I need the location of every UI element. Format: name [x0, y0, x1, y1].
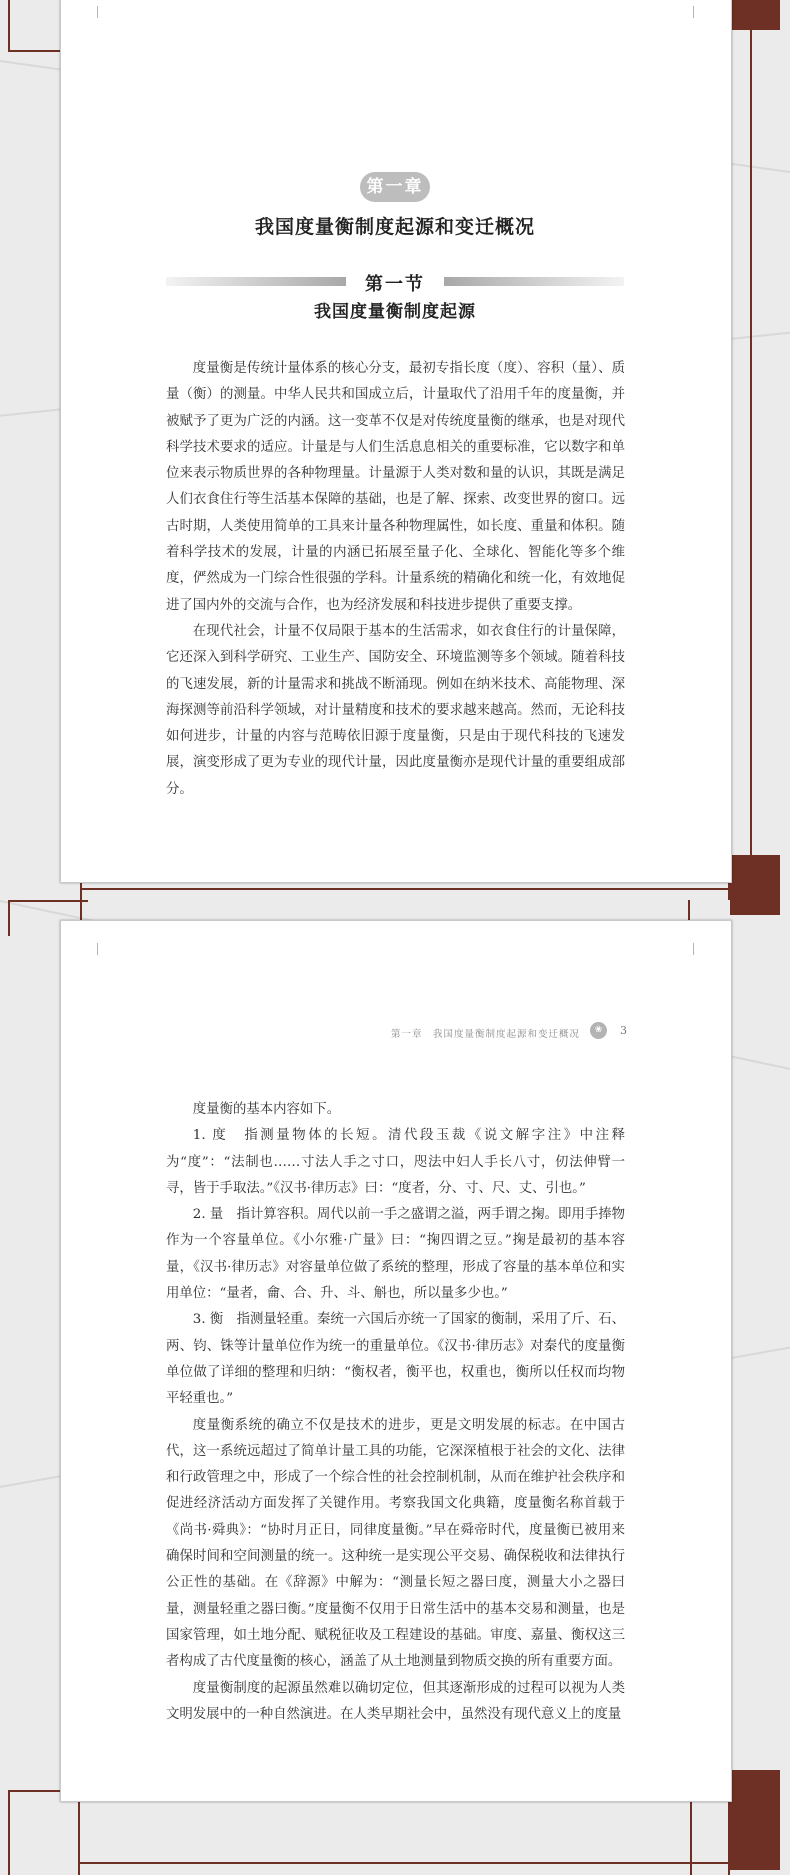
chapter-title: 我国度量衡制度起源和变迁概况: [254, 216, 535, 238]
crop-mark: [693, 943, 694, 955]
list-item: 2. 量 指计算容积。周代以前一手之盛谓之溢，两手谓之掬。即用手捧物作为一个容量单位。《小尔雅·广量》曰：“掬四谓之豆。”掬是最初的基本容量，《汉书·律历志》对容量单位做了系统的整理，形成了容量的基本单位和实用单位：“量者，龠、合、升、斗、斛也，所以量多少也。”: [166, 1207, 625, 1302]
list-item: 3. 衡 指测量轻重。秦统一六国后亦统一了国家的衡制，采用了斤、石、两、钧、铢等计量单位作为统一的重量单位。《汉书·律历志》对秦代的度量衡单位做了详细的整理和归纳：“衡权者，衡平也，权重也，衡所以任权而均物平轻重也。”: [166, 1312, 625, 1407]
running-header: 第一章 我国度量衡制度起源和变迁概况: [390, 1029, 580, 1040]
frame-corner-block: [730, 0, 780, 30]
frame-line: [750, 0, 752, 900]
paragraph: 在现代社会，计量不仅局限于基本的生活需求，如衣食住行的计量保障，它还深入到科学研究、工业生产、国防安全、环境监测等多个领域。随着科技的飞速发展，新的计量需求和挑战不断涌现。例如在纳米技术、高能物理、深海探测等前沿科学领域，对计量精度和技术的要求越来越高。然而，无论科技如何进步，计量的内容与范畴依旧源于度量衡，只是由于现代科技的飞速发展，演变形成了更为专业的现代计量，因此度量衡亦是现代计量的重要组成部分。: [166, 623, 625, 797]
frame-line: [80, 888, 752, 890]
page-body: [166, 1097, 625, 1728]
list-item: 1. 度 指测量物体的长短。清代段玉裁《说文解字注》中注释为“度”：“法制也……寸法人手之寸口，咫法中妇人手长八寸，仞法伸臂一寻，皆于手取法。”《汉书·律历志》曰：“度者，分、寸、尺、丈、引也。”: [166, 1128, 625, 1196]
crop-mark: [693, 6, 694, 18]
paragraph: 度量衡系统的确立不仅是技术的进步，更是文明发展的标志。在中国古代，这一系统远超过了简单计量工具的功能，它深深植根于社会的文化、法律和行政管理之中，形成了一个综合性的社会控制机制，从而在维护社会秩序和促进经济活动方面发挥了关键作用。考察我国文化典籍，度量衡名称首载于《尚书·舜典》：“协时月正日，同律度量衡。”早在舜帝时代，度量衡已被用来确保时间和空间测量的统一。这种统一是实现公平交易、确保税收和法律执行公正性的基础。在《辞源》中解为：“测量长短之器曰度，测量大小之器曰量，测量轻重之器曰衡。”度量衡不仅用于日常生活中的基本交易和测量，也是国家管理，如土地分配、赋税征收及工程建设的基础。审度、嘉量、衡权这三者构成了古代度量衡的核心，涵盖了从土地测量到物质交换的所有重要方面。: [166, 1417, 625, 1670]
section-label: 第一节: [365, 274, 425, 295]
page-body: [166, 356, 625, 803]
frame-line: [78, 1862, 748, 1864]
frame-line: [8, 50, 68, 52]
seal-icon: ❀: [590, 1022, 607, 1039]
frame-line: [8, 900, 88, 902]
paragraph: 度量衡制度的起源虽然难以确切定位，但其逐渐形成的过程可以视为人类文明发展中的一种自然演进。在人类早期社会中，虽然没有现代意义上的度量: [166, 1680, 625, 1722]
frame-corner-block: [730, 855, 780, 915]
frame-line: [8, 1790, 10, 1875]
paragraph: 度量衡是传统计量体系的核心分支，最初专指长度（度）、容积（量）、质量（衡）的测量。中华人民共和国成立后，计量取代了沿用千年的度量衡，并被赋予了更为广泛的内涵。这一变革不仅是对传统度量衡的继承，也是对现代科学技术要求的适应。计量是与人们生活息息相关的重要标准，它以数字和单位来表示物质世界的各种物理量。计量源于人类对数和量的认识，其既是满足人们衣食住行等生活基本保障的基础，也是了解、探索、改变世界的窗口。远古时期，人类使用简单的工具来计量各种物理属性，如长度、重量和体积。随着科学技术的发展，计量的内涵已拓展至量子化、全球化、智能化等多个维度，俨然成为一门综合性很强的学科。计量系统的精确化和统一化，有效地促进了国内外的交流与合作，也为经济发展和科技进步提供了重要支撑。: [166, 361, 625, 613]
crop-mark: [97, 943, 98, 955]
frame-line: [8, 0, 10, 52]
chapter-badge: 第一章: [360, 172, 430, 202]
section-title: 我国度量衡制度起源: [314, 302, 476, 322]
frame-corner-block: [730, 1770, 780, 1870]
page-number: 3: [620, 1024, 627, 1037]
frame-line: [8, 900, 10, 936]
crop-mark: [97, 6, 98, 18]
paragraph: 度量衡的基本内容如下。: [192, 1102, 341, 1117]
